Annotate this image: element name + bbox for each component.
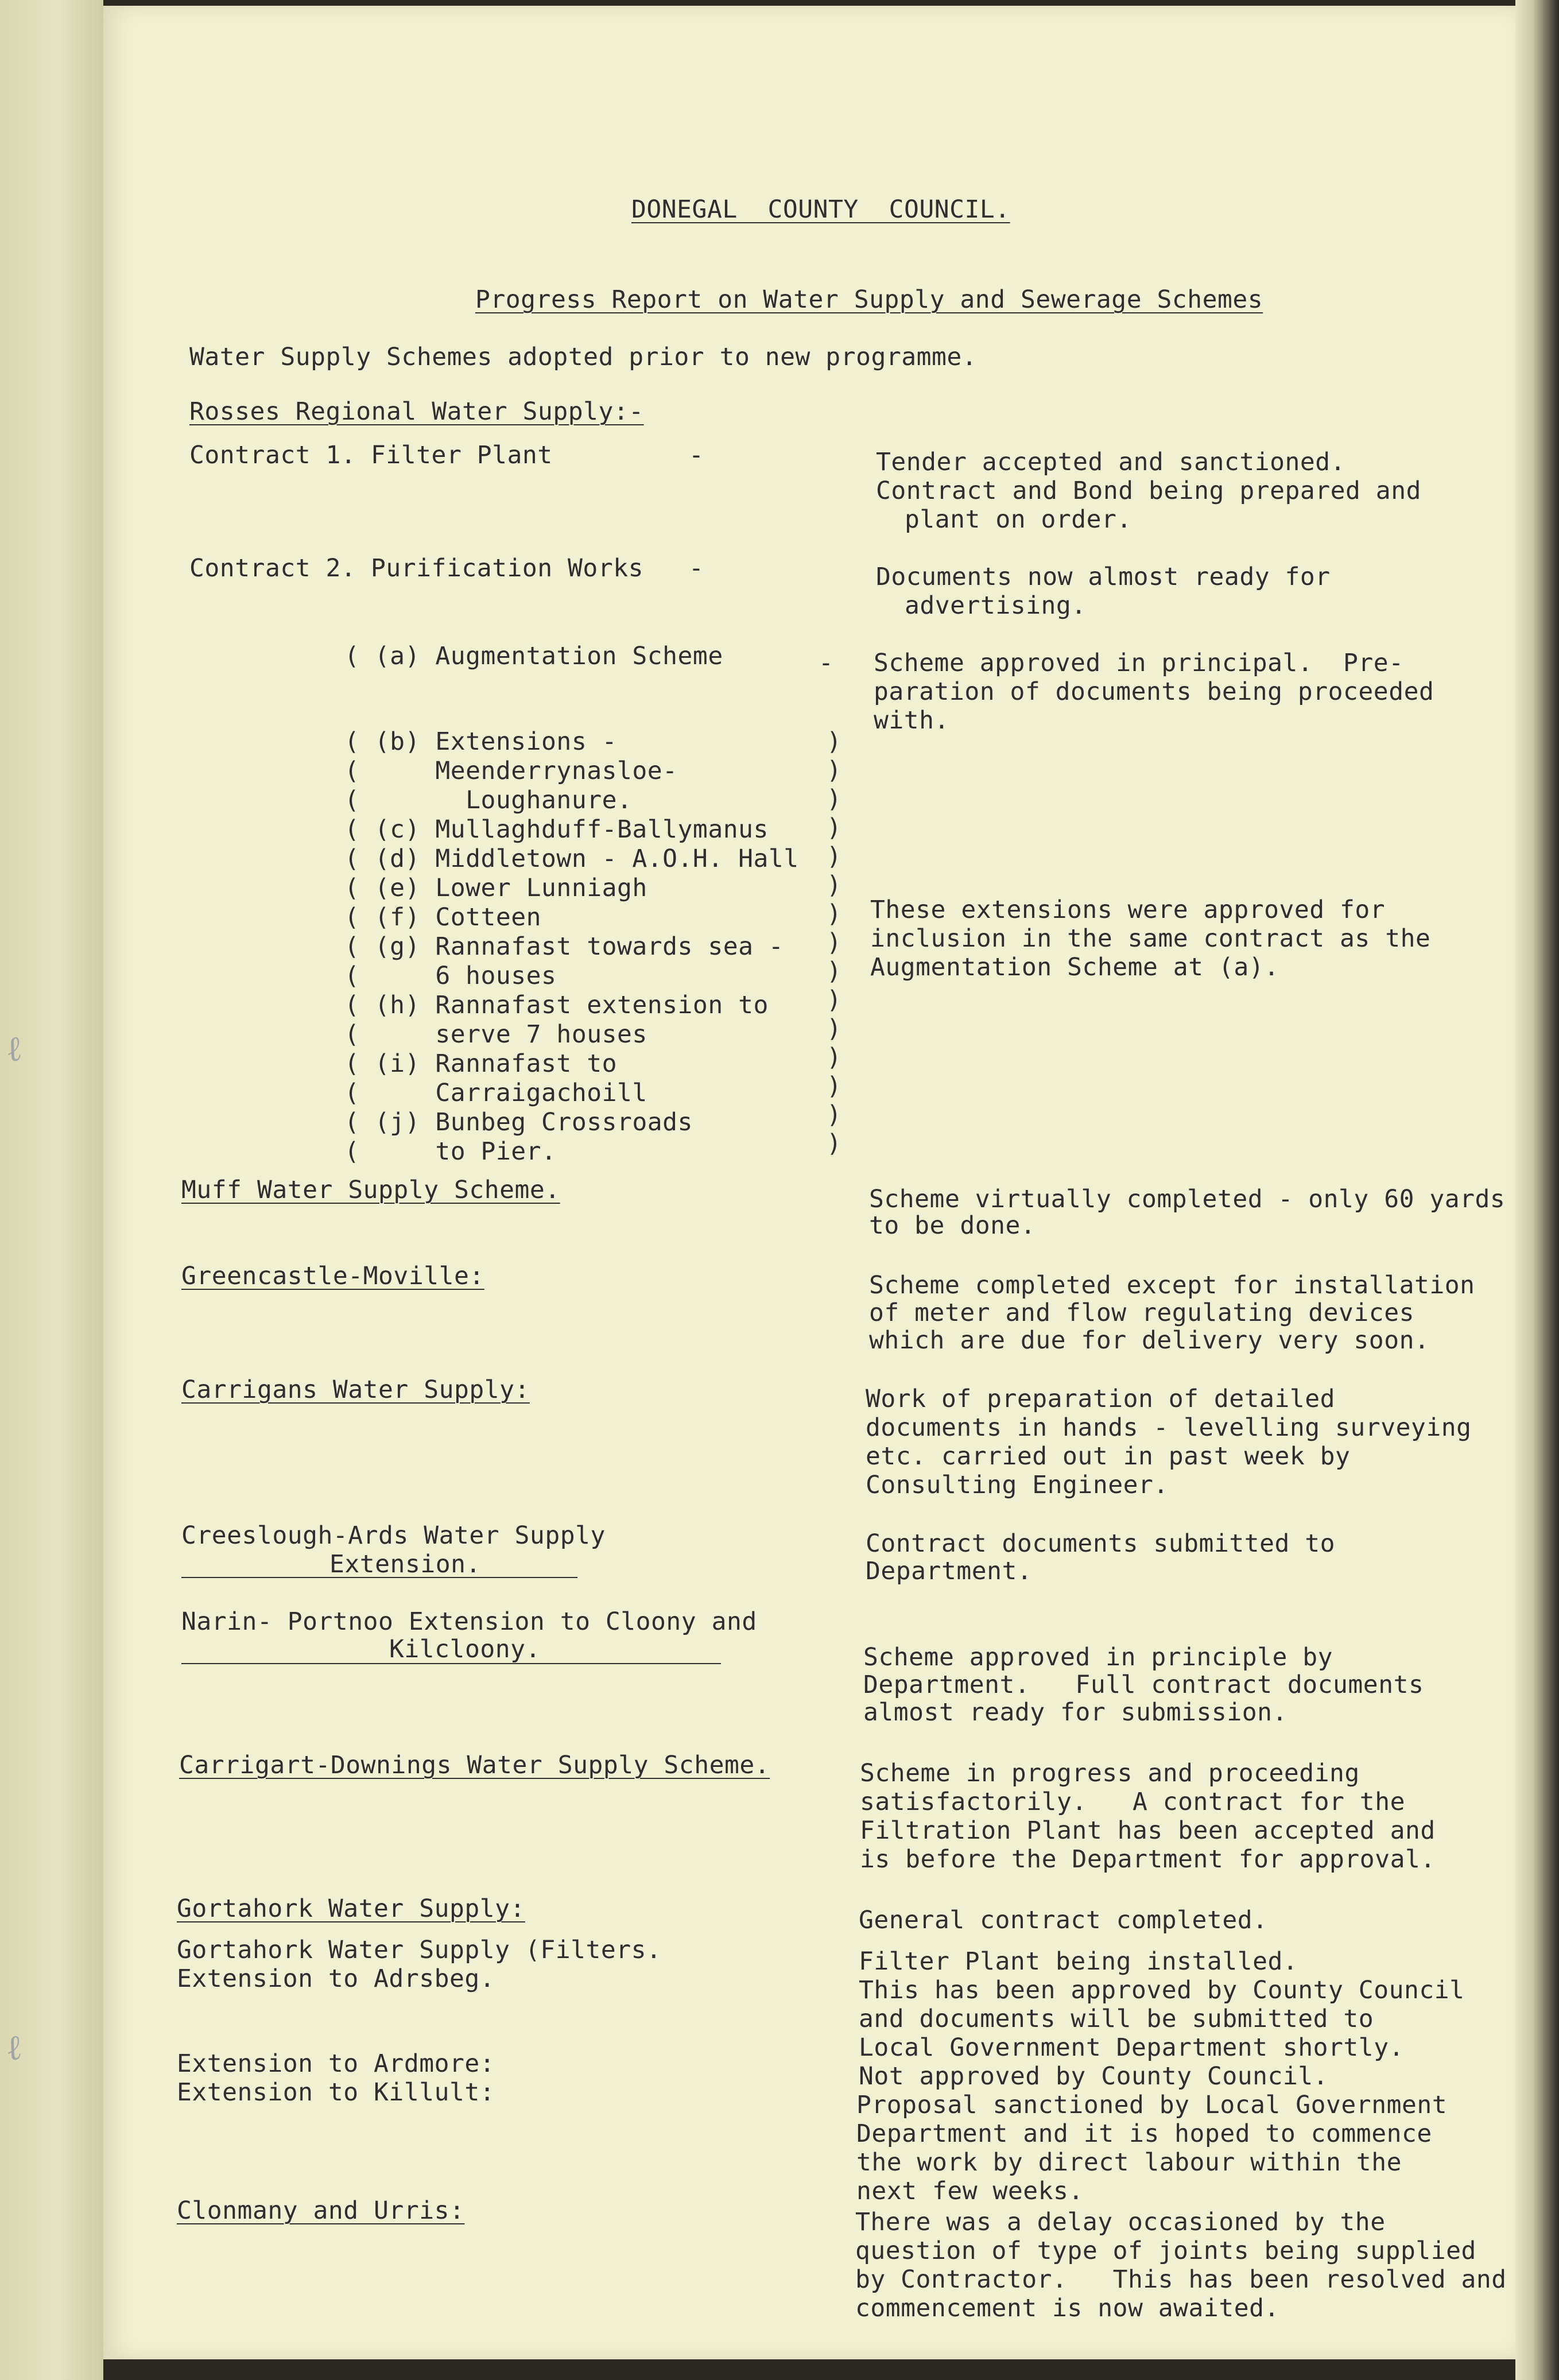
extension-line: ( Carraigachoill [344, 1079, 647, 1107]
gortahork-filters-status-1: Filter Plant being installed. [859, 1947, 1298, 1976]
contract2-item: Purification Works [371, 554, 643, 583]
extension-line: ( (g) Rannafast towards sea - [344, 932, 784, 961]
contract2-status-2: advertising. [905, 591, 1087, 620]
contract1-status-2: Contract and Bond being prepared and [876, 476, 1421, 505]
muff-name: Muff Water Supply Scheme. [181, 1176, 560, 1204]
extensions-status-3: Augmentation Scheme at (a). [870, 953, 1279, 982]
contract1-status-1: Tender accepted and sanctioned. [876, 448, 1346, 476]
narin-underline [181, 1663, 721, 1664]
carrigart-status-2: satisfactorily. A contract for the [860, 1788, 1405, 1816]
clonmany-status-3: by Contractor. This has been resolved and [855, 2265, 1507, 2294]
augmentation-status-2: paration of documents being proceeded [874, 677, 1434, 706]
narin-name-line2: Kilcloony. [389, 1635, 541, 1664]
clonmany-status-1: There was a delay occasioned by the [855, 2208, 1386, 2236]
carrigans-status-4: Consulting Engineer. [866, 1471, 1169, 1499]
bracket-column: ) ) ) ) ) ) ) ) ) ) ) ) ) ) ) [827, 727, 841, 1158]
clonmany-status-4: commencement is now awaited. [855, 2294, 1279, 2323]
gortahork-filters-name-line1: Gortahork Water Supply (Filters. [177, 1936, 662, 1964]
extension-line: ( 6 houses [344, 962, 557, 990]
council-title: DONEGAL COUNTY COUNCIL. [631, 195, 1010, 224]
margin-handwriting-mark: ℓ [2, 2027, 25, 2069]
carrigart-status-1: Scheme in progress and proceeding [860, 1759, 1360, 1788]
creeslough-name-line1: Creeslough-Ards Water Supply [181, 1521, 606, 1550]
greencastle-name: Greencastle-Moville: [181, 1262, 484, 1290]
extension-line: ( Meenderrynasloe- [344, 757, 678, 785]
augmentation-status-1: Scheme approved in principal. Pre- [874, 649, 1404, 677]
killult-status-1: Proposal sanctioned by Local Government [856, 2091, 1448, 2119]
ardmore-status: Not approved by County Council. [859, 2062, 1329, 2091]
contract1-status-3: plant on order. [905, 505, 1132, 534]
carrigart-status-3: Filtration Plant has been accepted and [860, 1816, 1436, 1845]
greencastle-status-2: of meter and flow regulating devices [869, 1298, 1414, 1327]
contract2-status-1: Documents now almost ready for [876, 563, 1331, 591]
extension-line: ( (c) Mullaghduff-Ballymanus [344, 815, 769, 844]
extension-line: ( Loughanure. [344, 786, 633, 815]
extension-line: ( (j) Bunbeg Crossroads [344, 1108, 693, 1137]
carrigart-name: Carrigart-Downings Water Supply Scheme. [179, 1751, 770, 1780]
killult-status-2: Department and it is hoped to commence [856, 2119, 1432, 2148]
extensions-status-2: inclusion in the same contract as the [870, 924, 1431, 953]
narin-name-line1: Narin- Portnoo Extension to Cloony and [181, 1607, 757, 1636]
extension-line: ( (f) Cotteen [344, 903, 542, 932]
report-title: Progress Report on Water Supply and Sewerage Schemes [475, 285, 1263, 314]
gortahork-filters-status-4: Local Government Department shortly. [859, 2033, 1404, 2062]
extension-line: ( (h) Rannafast extension to [344, 991, 769, 1020]
margin-handwriting-mark: ℓ [2, 1028, 25, 1071]
gortahork-filters-status-3: and documents will be submitted to [859, 2005, 1374, 2033]
page-edge [1515, 0, 1559, 2380]
contract2-label: Contract 2. [189, 554, 356, 583]
carrigans-name: Carrigans Water Supply: [181, 1375, 530, 1404]
killult-status-3: the work by direct labour within the [856, 2148, 1402, 2177]
contract1-item: Filter Plant [371, 441, 553, 470]
clonmany-status-2: question of type of joints being supplied [855, 2236, 1476, 2265]
narin-status-1: Scheme approved in principle by [863, 1643, 1333, 1672]
carrigans-status-1: Work of preparation of detailed [866, 1385, 1336, 1413]
extensions-status-1: These extensions were approved for [870, 896, 1386, 924]
ardmore-name: Extension to Ardmore: [177, 2049, 495, 2078]
carrigans-status-3: etc. carried out in past week by [866, 1442, 1351, 1471]
contract2-dash: - [689, 554, 704, 583]
killult-name: Extension to Killult: [177, 2078, 495, 2107]
extension-line: ( (i) Rannafast to [344, 1049, 617, 1078]
muff-status-2: to be done. [869, 1211, 1036, 1240]
augmentation-item: ( (a) Augmentation Scheme [344, 642, 723, 670]
narin-status-2: Department. Full contract documents [863, 1670, 1424, 1699]
gortahork-status: General contract completed. [859, 1906, 1268, 1935]
carrigans-status-2: documents in hands - levelling surveying [866, 1413, 1472, 1442]
extension-line: ( (b) Extensions - [344, 727, 617, 756]
augmentation-status-3: with. [874, 706, 949, 735]
contract1-label: Contract 1. [189, 441, 356, 470]
gortahork-name: Gortahork Water Supply: [177, 1894, 525, 1923]
extension-line: ( serve 7 houses [344, 1020, 647, 1049]
gortahork-filters-status-2: This has been approved by County Council [859, 1976, 1465, 2005]
narin-status-3: almost ready for submission. [863, 1698, 1287, 1727]
intro-line: Water Supply Schemes adopted prior to new programme. [189, 343, 978, 371]
creeslough-underline [181, 1577, 577, 1578]
greencastle-status-1: Scheme completed except for installation [869, 1271, 1475, 1300]
carrigart-status-4: is before the Department for approval. [860, 1845, 1436, 1874]
extension-line: ( (e) Lower Lunniagh [344, 874, 647, 902]
extension-line: ( to Pier. [344, 1137, 557, 1166]
extension-line: ( (d) Middletown - A.O.H. Hall [344, 844, 799, 873]
contract1-dash: - [689, 441, 704, 470]
creeslough-name-line2: Extension. [329, 1550, 481, 1579]
gortahork-filters-name-line2: Extension to Adrsbeg. [177, 1964, 495, 1993]
creeslough-status-1: Contract documents submitted to [866, 1529, 1336, 1558]
greencastle-status-3: which are due for delivery very soon. [869, 1326, 1430, 1355]
creeslough-status-2: Department. [866, 1557, 1033, 1586]
muff-status-1: Scheme virtually completed - only 60 yards [869, 1185, 1506, 1214]
clonmany-name: Clonmany and Urris: [177, 2196, 465, 2225]
augmentation-dash: - [819, 649, 834, 677]
killult-status-4: next few weeks. [856, 2177, 1084, 2205]
rosses-heading: Rosses Regional Water Supply:- [189, 397, 644, 426]
